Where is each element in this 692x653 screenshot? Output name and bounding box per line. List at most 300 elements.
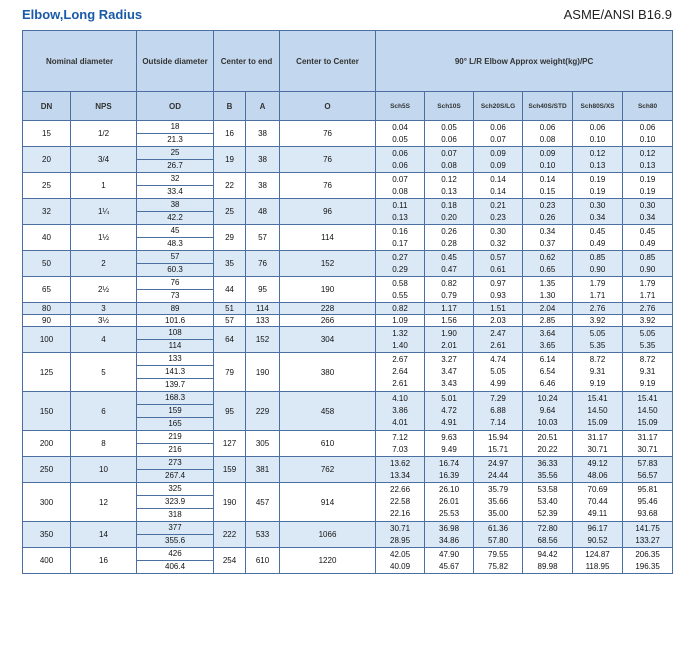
cell-o: 304 — [280, 327, 376, 353]
cell-weight — [623, 431, 673, 457]
cell-od — [137, 251, 214, 277]
weight-value: 0.04 — [392, 122, 408, 132]
header-center-to-end: Center to end — [214, 31, 280, 92]
cell-od — [137, 303, 214, 315]
cell-dn: 90 — [23, 315, 71, 327]
cell-o: 266 — [280, 315, 376, 327]
weight-value: 2.03 — [490, 316, 506, 325]
cell-weight — [523, 303, 573, 315]
od-value: 57 — [170, 252, 180, 261]
weight-value: 15.94 — [488, 432, 509, 442]
weight-value: 2.47 — [490, 328, 506, 338]
weight-value: 52.39 — [537, 509, 558, 518]
cell-od — [137, 327, 214, 353]
cell-weight — [523, 522, 573, 548]
weight-value: 31.17 — [587, 432, 608, 442]
weight-value: 10.03 — [537, 418, 558, 427]
cell-a: 38 — [246, 121, 280, 147]
od-value: 165 — [137, 417, 213, 430]
cell-weight — [523, 225, 573, 251]
weight-value: 70.44 — [587, 497, 608, 506]
cell-b: 79 — [214, 353, 246, 392]
weight-value: 13.62 — [390, 458, 411, 468]
weight-value: 1.71 — [639, 290, 656, 300]
weight-value: 15.09 — [637, 418, 658, 427]
weight-value: 35.66 — [488, 497, 509, 506]
cell-weight — [523, 483, 573, 522]
cell-weight — [523, 277, 573, 303]
weight-value: 0.13 — [392, 212, 408, 222]
weight-value: 4.99 — [490, 379, 506, 388]
weight-value: 16.74 — [439, 458, 460, 468]
cell-od — [137, 392, 214, 431]
cell-weight — [474, 147, 523, 173]
weight-value: 0.12 — [441, 174, 457, 184]
weight-value: 0.06 — [639, 122, 656, 132]
cell-a: 533 — [246, 522, 280, 548]
cell-weight — [425, 277, 474, 303]
cell-b: 222 — [214, 522, 246, 548]
weight-value: 196.35 — [635, 561, 660, 571]
weight-value: 0.26 — [539, 212, 556, 222]
cell-o: 76 — [280, 147, 376, 173]
cell-weight — [376, 225, 425, 251]
table-row — [23, 483, 673, 522]
weight-value: 0.19 — [639, 174, 656, 184]
weight-value: 95.46 — [637, 497, 658, 506]
elbow-spec-table — [22, 30, 673, 574]
od-value: 168.3 — [165, 393, 186, 402]
weight-value: 7.12 — [392, 432, 408, 442]
weight-value: 72.80 — [537, 523, 558, 533]
weight-value: 0.49 — [639, 238, 656, 248]
cell-weight — [523, 548, 573, 574]
cell-b: 57 — [214, 315, 246, 327]
od-value: 133 — [168, 354, 182, 363]
cell-dn: 100 — [23, 327, 71, 353]
cell-weight — [573, 522, 623, 548]
weight-value: 49.12 — [587, 458, 608, 468]
cell-od — [137, 483, 214, 522]
weight-value: 0.90 — [639, 264, 656, 274]
weight-value: 9.63 — [441, 432, 457, 442]
weight-value: 0.07 — [441, 148, 457, 158]
cell-dn: 200 — [23, 431, 71, 457]
weight-value: 0.19 — [639, 186, 656, 196]
weight-value: 2.04 — [539, 304, 556, 313]
cell-weight — [573, 121, 623, 147]
weight-value: 4.74 — [490, 355, 506, 364]
cell-b: 22 — [214, 173, 246, 199]
cell-dn: 40 — [23, 225, 71, 251]
weight-value: 75.82 — [488, 561, 509, 571]
cell-dn: 65 — [23, 277, 71, 303]
od-value: 216 — [137, 443, 213, 456]
weight-value: 5.05 — [639, 328, 656, 338]
weight-value: 1.90 — [441, 328, 457, 338]
weight-value: 3.47 — [441, 367, 457, 376]
cell-weight — [474, 327, 523, 353]
weight-value: 30.71 — [637, 444, 658, 454]
weight-value: 0.45 — [589, 226, 606, 236]
weight-value: 0.82 — [441, 278, 457, 288]
weight-value: 96.17 — [587, 523, 608, 533]
weight-value: 1.30 — [539, 290, 556, 300]
cell-weight — [474, 225, 523, 251]
weight-value: 2.76 — [589, 304, 606, 313]
weight-value: 3.43 — [441, 379, 457, 388]
weight-value: 15.09 — [587, 418, 608, 427]
cell-weight — [376, 483, 425, 522]
od-value: 101.6 — [165, 316, 186, 325]
od-value: 141.3 — [137, 365, 213, 378]
cell-weight — [425, 327, 474, 353]
weight-value: 0.23 — [490, 212, 506, 222]
weight-value: 6.88 — [490, 406, 506, 415]
weight-value: 24.97 — [488, 458, 509, 468]
weight-value: 0.13 — [639, 160, 656, 170]
weight-value: 0.12 — [589, 148, 606, 158]
weight-value: 94.42 — [537, 549, 558, 559]
cell-weight — [376, 303, 425, 315]
cell-dn: 350 — [23, 522, 71, 548]
weight-value: 1.09 — [392, 316, 408, 325]
od-value: 355.6 — [137, 534, 213, 547]
cell-weight — [523, 199, 573, 225]
weight-value: 5.05 — [490, 367, 506, 376]
weight-value: 5.35 — [639, 340, 656, 350]
cell-weight — [376, 392, 425, 431]
od-value: 33.4 — [137, 185, 213, 198]
header-nominal-diameter: Nominal diameter — [23, 31, 137, 92]
weight-value: 3.65 — [539, 340, 556, 350]
weight-value: 9.31 — [639, 367, 656, 376]
weight-value: 56.57 — [637, 470, 658, 480]
cell-dn: 400 — [23, 548, 71, 574]
weight-value: 10.24 — [537, 394, 558, 403]
cell-dn: 300 — [23, 483, 71, 522]
weight-value: 0.23 — [539, 200, 556, 210]
weight-value: 45.67 — [439, 561, 460, 571]
cell-weight — [523, 431, 573, 457]
cell-weight — [623, 303, 673, 315]
cell-a: 57 — [246, 225, 280, 251]
cell-nps: 6 — [71, 392, 137, 431]
weight-value: 53.40 — [537, 497, 558, 506]
cell-weight — [474, 431, 523, 457]
weight-value: 20.22 — [537, 444, 558, 454]
weight-value: 0.28 — [441, 238, 457, 248]
cell-weight — [474, 199, 523, 225]
cell-a: 381 — [246, 457, 280, 483]
weight-value: 7.14 — [490, 418, 506, 427]
table-row — [23, 548, 673, 574]
cell-nps: 1/2 — [71, 121, 137, 147]
cell-nps: 8 — [71, 431, 137, 457]
cell-weight — [523, 353, 573, 392]
weight-value: 15.41 — [587, 394, 608, 403]
weight-value: 9.49 — [441, 444, 457, 454]
cell-weight — [573, 315, 623, 327]
cell-b: 35 — [214, 251, 246, 277]
weight-value: 30.71 — [587, 444, 608, 454]
od-value: 267.4 — [137, 469, 213, 482]
cell-weight — [376, 277, 425, 303]
cell-o: 1220 — [280, 548, 376, 574]
weight-value: 0.58 — [392, 278, 408, 288]
cell-o: 76 — [280, 121, 376, 147]
cell-weight — [376, 315, 425, 327]
cell-nps: 16 — [71, 548, 137, 574]
cell-od — [137, 315, 214, 327]
weight-value: 1.32 — [392, 328, 408, 338]
weight-value: 24.44 — [488, 470, 509, 480]
header-sch5s: Sch5S — [376, 92, 425, 121]
cell-nps: 10 — [71, 457, 137, 483]
cell-weight — [376, 251, 425, 277]
cell-weight — [573, 303, 623, 315]
weight-value: 0.05 — [392, 134, 408, 144]
cell-weight — [474, 315, 523, 327]
cell-weight — [376, 431, 425, 457]
weight-value: 0.07 — [392, 174, 408, 184]
weight-value: 70.69 — [587, 485, 608, 494]
weight-value: 0.34 — [589, 212, 606, 222]
cell-a: 95 — [246, 277, 280, 303]
weight-value: 2.61 — [392, 379, 408, 388]
cell-weight — [623, 225, 673, 251]
weight-value: 2.01 — [441, 340, 457, 350]
weight-value: 2.61 — [490, 340, 506, 350]
weight-value: 0.17 — [392, 238, 408, 248]
weight-value: 36.98 — [439, 523, 460, 533]
od-value: 159 — [137, 404, 213, 417]
cell-weight — [376, 147, 425, 173]
cell-weight — [425, 522, 474, 548]
od-value: 45 — [170, 226, 180, 235]
cell-weight — [425, 315, 474, 327]
table-row — [23, 303, 673, 315]
cell-weight — [425, 147, 474, 173]
cell-od — [137, 353, 214, 392]
weight-value: 9.31 — [589, 367, 606, 376]
weight-value: 14.50 — [637, 406, 658, 415]
cell-weight — [376, 548, 425, 574]
table-row — [23, 353, 673, 392]
cell-weight — [573, 147, 623, 173]
cell-weight — [623, 483, 673, 522]
cell-o: 762 — [280, 457, 376, 483]
standard-label: ASME/ANSI B16.9 — [563, 7, 672, 22]
weight-value: 0.18 — [441, 200, 457, 210]
cell-weight — [573, 431, 623, 457]
header-b: B — [214, 92, 246, 121]
weight-value: 4.01 — [392, 418, 408, 427]
weight-value: 68.56 — [537, 535, 558, 545]
cell-weight — [425, 483, 474, 522]
weight-value: 0.85 — [639, 252, 656, 262]
table-row — [23, 225, 673, 251]
weight-value: 0.16 — [392, 226, 408, 236]
cell-nps: 12 — [71, 483, 137, 522]
weight-value: 0.45 — [441, 252, 457, 262]
weight-value: 14.50 — [587, 406, 608, 415]
weight-value: 95.81 — [637, 485, 658, 494]
weight-value: 0.10 — [639, 134, 656, 144]
cell-weight — [623, 315, 673, 327]
cell-nps: 1½ — [71, 225, 137, 251]
cell-o: 76 — [280, 173, 376, 199]
table-body — [23, 121, 673, 574]
header-sch40s-std: Sch40S/STD — [523, 92, 573, 121]
cell-weight — [573, 277, 623, 303]
weight-value: 26.10 — [439, 485, 460, 494]
cell-od — [137, 522, 214, 548]
table-row — [23, 121, 673, 147]
cell-b: 127 — [214, 431, 246, 457]
weight-value: 1.35 — [539, 278, 556, 288]
cell-weight — [425, 173, 474, 199]
cell-weight — [623, 147, 673, 173]
weight-value: 7.03 — [392, 444, 408, 454]
weight-value: 57.83 — [637, 458, 658, 468]
cell-nps: 5 — [71, 353, 137, 392]
cell-weight — [425, 431, 474, 457]
cell-weight — [623, 327, 673, 353]
page-title: Elbow,Long Radius — [22, 7, 143, 22]
weight-value: 0.20 — [441, 212, 457, 222]
od-value: 18 — [170, 122, 180, 131]
od-value: 426 — [168, 549, 182, 558]
cell-nps: 1 — [71, 173, 137, 199]
weight-value: 0.14 — [490, 186, 506, 196]
od-value: 38 — [170, 200, 180, 209]
cell-weight — [573, 225, 623, 251]
weight-value: 0.15 — [539, 186, 556, 196]
weight-value: 0.45 — [639, 226, 656, 236]
weight-value: 0.08 — [441, 160, 457, 170]
weight-value: 0.14 — [539, 174, 556, 184]
cell-dn: 80 — [23, 303, 71, 315]
weight-value: 5.01 — [441, 394, 457, 403]
table-row — [23, 457, 673, 483]
od-value: 325 — [168, 484, 182, 493]
weight-value: 0.29 — [392, 264, 408, 274]
weight-value: 28.95 — [390, 535, 411, 545]
weight-value: 79.55 — [488, 549, 509, 559]
header-sch20s-lg: Sch20S/LG — [474, 92, 523, 121]
cell-a: 610 — [246, 548, 280, 574]
weight-value: 0.34 — [639, 212, 656, 222]
table-row — [23, 251, 673, 277]
cell-od — [137, 277, 214, 303]
cell-o: 914 — [280, 483, 376, 522]
weight-value: 0.32 — [490, 238, 506, 248]
cell-dn: 15 — [23, 121, 71, 147]
cell-weight — [474, 353, 523, 392]
cell-o: 458 — [280, 392, 376, 431]
cell-weight — [523, 457, 573, 483]
cell-nps: 3 — [71, 303, 137, 315]
weight-value: 118.95 — [585, 561, 610, 571]
cell-weight — [523, 147, 573, 173]
weight-value: 47.90 — [439, 549, 460, 559]
weight-value: 0.90 — [589, 264, 606, 274]
weight-value: 0.30 — [490, 226, 506, 236]
cell-od — [137, 199, 214, 225]
od-value: 273 — [168, 458, 182, 467]
cell-b: 44 — [214, 277, 246, 303]
weight-value: 0.26 — [441, 226, 457, 236]
header-dn: DN — [23, 92, 71, 121]
cell-b: 159 — [214, 457, 246, 483]
weight-value: 0.82 — [392, 304, 408, 313]
weight-value: 0.07 — [490, 134, 506, 144]
weight-value: 133.27 — [635, 535, 660, 545]
weight-value: 0.09 — [539, 148, 556, 158]
cell-weight — [623, 392, 673, 431]
cell-o: 152 — [280, 251, 376, 277]
od-value: 108 — [168, 328, 182, 337]
weight-value: 9.19 — [589, 379, 606, 388]
cell-weight — [573, 251, 623, 277]
weight-value: 3.86 — [392, 406, 408, 415]
cell-a: 190 — [246, 353, 280, 392]
cell-weight — [425, 392, 474, 431]
cell-b: 51 — [214, 303, 246, 315]
weight-value: 9.64 — [539, 406, 556, 415]
weight-value: 0.06 — [392, 160, 408, 170]
cell-od — [137, 225, 214, 251]
cell-weight — [376, 522, 425, 548]
weight-value: 22.58 — [390, 497, 411, 506]
cell-weight — [523, 327, 573, 353]
weight-value: 0.65 — [539, 264, 556, 274]
weight-value: 0.14 — [490, 174, 506, 184]
cell-weight — [573, 199, 623, 225]
weight-value: 0.34 — [539, 226, 556, 236]
od-value: 42.2 — [137, 211, 213, 224]
cell-weight — [573, 548, 623, 574]
weight-value: 0.19 — [589, 186, 606, 196]
weight-value: 1.79 — [639, 278, 656, 288]
weight-value: 0.11 — [392, 200, 408, 210]
weight-value: 22.66 — [390, 485, 411, 494]
weight-value: 0.55 — [392, 290, 408, 300]
weight-value: 35.00 — [488, 509, 509, 518]
cell-weight — [623, 173, 673, 199]
cell-weight — [573, 173, 623, 199]
cell-weight — [623, 121, 673, 147]
cell-weight — [425, 199, 474, 225]
weight-value: 0.13 — [589, 160, 606, 170]
cell-weight — [523, 392, 573, 431]
weight-value: 0.27 — [392, 252, 408, 262]
header-sch80: Sch80 — [623, 92, 673, 121]
weight-value: 42.05 — [390, 549, 411, 559]
cell-nps: 2½ — [71, 277, 137, 303]
weight-value: 93.68 — [637, 509, 658, 518]
header-weight-group: 90° L/R Elbow Approx weight(kg)/PC — [376, 31, 673, 92]
cell-weight — [425, 225, 474, 251]
weight-value: 3.64 — [539, 328, 556, 338]
weight-value: 0.10 — [539, 160, 556, 170]
cell-dn: 150 — [23, 392, 71, 431]
cell-b: 29 — [214, 225, 246, 251]
cell-weight — [376, 173, 425, 199]
weight-value: 30.71 — [390, 523, 411, 533]
weight-value: 1.56 — [441, 316, 457, 325]
